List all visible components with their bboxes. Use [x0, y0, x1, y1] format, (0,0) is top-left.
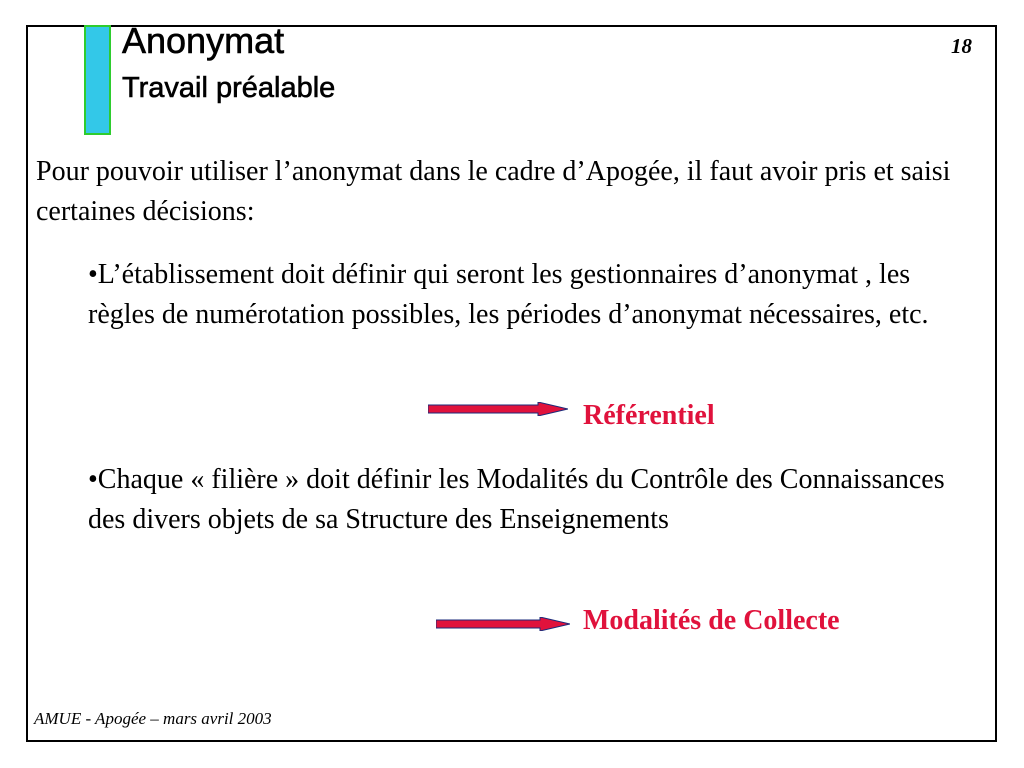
slide-footer: AMUE - Apogée – mars avril 2003 [34, 709, 272, 728]
slide-title: Anonymat [122, 20, 285, 61]
right-arrow-icon [428, 402, 568, 416]
intro-paragraph: Pour pouvoir utiliser l’anonymat dans le cadre d’Apogée, il faut avoir pris et saisi certaines décisions: [36, 156, 951, 227]
slide-frame [26, 25, 997, 742]
result-referentiel: Référentiel [583, 400, 715, 431]
bullet-filiere: •Chaque « filière » doit définir les Modalités du Contrôle des Connaissances des divers objets de sa Structure des Enseignements [88, 464, 945, 535]
page-number: 18 [951, 34, 972, 58]
bullet-etablissement: •L’établissement doit définir qui seront les gestionnaires d’anonymat , les règles de numérotation possibles, les périodes d’anonymat nécessaires, etc. [88, 259, 929, 330]
right-arrow-icon [436, 617, 570, 631]
result-modalites-collecte: Modalités de Collecte [583, 605, 840, 636]
title-accent-bar [84, 25, 111, 135]
slide-subtitle: Travail préalable [122, 72, 336, 104]
